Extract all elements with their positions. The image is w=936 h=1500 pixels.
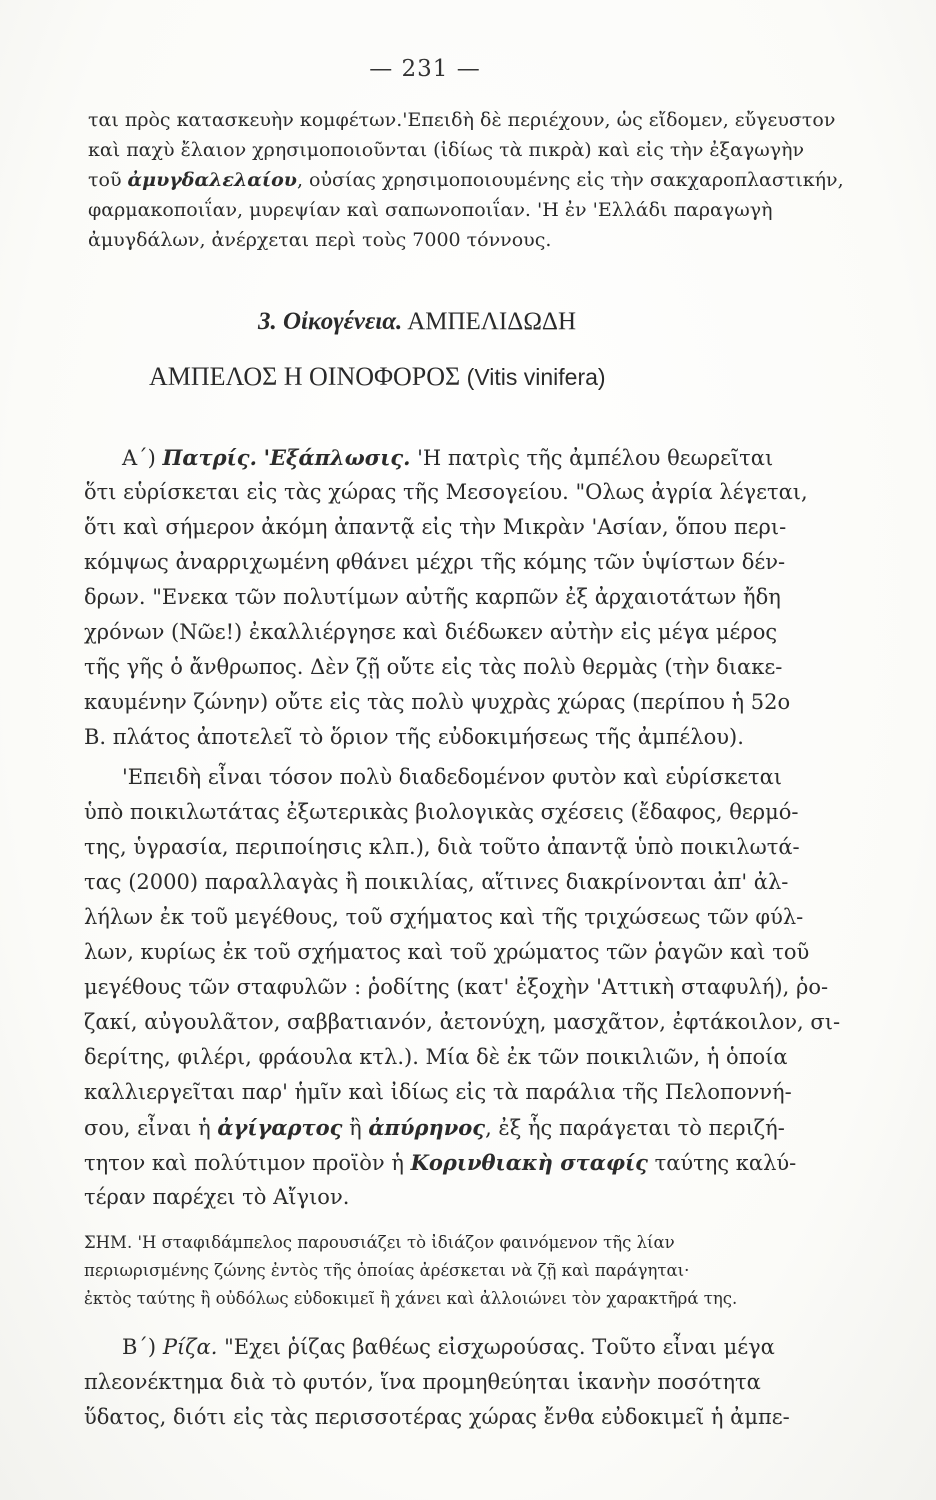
para2-line-10: καλλιεργεῖται παρ' ἡμῖν καὶ ἰδίως εἰς τὰ παράλια τῆς Πελοποννή- (84, 1080, 792, 1104)
para2-line-6: λων, κυρίως ἐκ τοῦ σχήματος καὶ τοῦ χρώματος τῶν ῥαγῶν καὶ τοῦ (84, 940, 810, 964)
note-line-2: περιωρισμένης ζώνης ἐντὸς τῆς ὁποίας ἀρέσκεται νὰ ζῇ καὶ παράγηται· (84, 1261, 690, 1280)
para2-line-12-c: ταύτης καλύ- (647, 1151, 797, 1175)
note-line-1: ΣΗΜ. 'Η σταφιδάμπελος παρουσιάζει τὸ ἰδιάζον φαινόμενον τῆς λίαν (84, 1233, 675, 1252)
para2-line-4: τας (2000) παραλλαγὰς ἢ ποικιλίας, αἵτινες διακρίνονται ἀπ' ἀλ- (84, 870, 789, 894)
section-a-title-2: 'Εξάπλωσις. (263, 445, 411, 470)
section-a-line-6: τῆς γῆς ὁ ἄνθρωπος. Δὲν ζῇ οὔτε εἰς τὰς πολὺ θερμὰς (τὴν διακε- (84, 655, 783, 679)
family-number: 3. (258, 308, 277, 335)
section-b-line-1: πλεονέκτημα διὰ τὸ φυτόν, ἵνα προμηθεύηται ἱκανὴν ποσότητα (84, 1370, 761, 1394)
section-a-first-text: 'Η πατρὶς τῆς ἀμπέλου θεωρεῖται (417, 446, 774, 470)
para2-line-9: δερίτης, φιλέρι, φράουλα κτλ.). Μία δὲ ἐκ τῶν ποικιλιῶν, ἡ ὁποία (84, 1045, 788, 1069)
section-a-line-1: ὅτι εὑρίσκεται εἰς τὰς χώρας τῆς Μεσογείου. "Ολως ἀγρία λέγεται, (84, 480, 808, 504)
section-b-first-text: "Εχει ῥίζας βαθέως εἰσχωρούσας. Τοῦτο εἶναι μέγα (224, 1335, 775, 1359)
section-a-line-4: δρων. "Ενεκα τῶν πολυτίμων αὐτῆς καρπῶν ἐξ ἀρχαιοτάτων ἤδη (84, 585, 781, 609)
para2-line-13: τέραν παρέχει τὸ Αἴγιον. (84, 1185, 350, 1209)
term-apyrenos: ἀπύρηνος (368, 1115, 486, 1140)
para2-line-11-e: , ἐξ ἧς παράγεται τὸ περιζή- (485, 1116, 785, 1140)
section-a-line-5: χρόνων (Νῶε!) ἐκαλλιέργησε καὶ διέδωκεν αὐτὴν εἰς μέγα μέρος (84, 620, 778, 644)
para2-line-8: ζακί, αὐγουλᾶτον, σαββατιανόν, ἀετονύχη, μασχᾶτον, ἐφτάκοιλον, σι- (84, 1010, 841, 1034)
term-korinthiaki-stafis: Κορινθιακὴ σταφίς (410, 1150, 648, 1175)
para2-line-2: ὑπὸ ποικιλωτάτας ἐξωτερικὰς βιολογικὰς σχέσεις (ἔδαφος, θερμό- (84, 800, 799, 824)
intro-line-2: καὶ παχὺ ἔλαιον χρησιμοποιοῦνται (ἰδίως τὰ πικρὰ) καὶ εἰς τὴν ἐξαγωγὴν (88, 139, 805, 161)
para2-line-11-a: σου, εἶναι ἡ (84, 1116, 218, 1140)
intro-line-1: ται πρὸς κατασκευὴν κομφέτων.'Επειδὴ δὲ περιέχουν, ὡς εἴδομεν, εὔγευστον (88, 109, 836, 131)
intro-line-3 (88, 171, 844, 190)
intro-line-4: φαρμακοποιΐαν, μυρεψίαν καὶ σαπωνοποιΐαν. 'Η ἐν 'Ελλάδι παραγωγὴ (88, 199, 773, 221)
section-b-heading-line (122, 1337, 775, 1358)
section-a-line-3: κόμψως ἀναρριχωμένη φθάνει μέχρι τῆς κόμης τῶν ὑψίστων δέν- (84, 550, 786, 574)
family-heading (258, 308, 576, 336)
family-name: ΑΜΠΕΛΙΔΩΔΗ (407, 308, 577, 335)
section-b-marker: Β΄) (122, 1335, 157, 1359)
section-a-marker: Α΄) (122, 446, 156, 470)
para2-line-11 (84, 1117, 785, 1139)
section-a-title-1: Πατρίς. (162, 445, 257, 470)
para2-line-12 (84, 1152, 796, 1174)
section-a-line-7: καυμένην ζώνην) οὔτε εἰς τὰς πολὺ ψυχρὰς χώρας (περίπου ἡ 52ο (84, 690, 791, 714)
page-number: — 231 — (369, 56, 481, 82)
intro-line-3-pre: τοῦ (88, 169, 128, 191)
section-b-line-2: ὕδατος, διότι εἰς τὰς περισσοτέρας χώρας ἔνθα εὐδοκιμεῖ ἡ ἀμπε- (84, 1405, 790, 1429)
para2-line-1: 'Επειδὴ εἶναι τόσον πολὺ διαδεδομένον φυτὸν καὶ εὑρίσκεται (122, 765, 782, 789)
intro-line-3-post: , οὐσίας χρησιμοποιουμένης εἰς τὴν σακχαροπλαστικήν, (296, 169, 844, 191)
para2-line-12-a: τητον καὶ πολύτιμον προϊὸν ἡ (84, 1151, 411, 1175)
intro-bold-term: ἀμυγδαλελαίου (127, 169, 297, 191)
intro-line-5: ἀμυγδάλων, ἀνέρχεται περὶ τοὺς 7000 τόννους. (88, 229, 552, 251)
para2-line-3: της, ὑγρασία, περιποίησις κλπ.), διὰ τοῦτο ἀπαντᾷ ὑπὸ ποικιλωτά- (84, 835, 800, 859)
note-line-3: ἐκτὸς ταύτης ἢ οὐδόλως εὐδοκιμεῖ ἢ χάνει καὶ ἀλλοιώνει τὸν χαρακτῆρά της. (84, 1289, 738, 1308)
section-b-title: Ρίζα. (162, 1335, 218, 1359)
term-agigartos: ἀγίγαρτος (217, 1115, 343, 1140)
section-a-line-2: ὅτι καὶ σήμερον ἀκόμη ἀπαντᾷ εἰς τὴν Μικρὰν 'Ασίαν, ὅπου περι- (84, 515, 787, 539)
species-latin-name: (Vitis vinifera) (466, 364, 606, 390)
family-label: Οἰκογένεια. (283, 308, 403, 335)
para2-line-7: μεγέθους τῶν σταφυλῶν : ῥοδίτης (κατ' ἐξοχὴν 'Αττικὴ σταφυλή), ῥο- (84, 975, 829, 999)
para2-line-11-c: ἢ (342, 1116, 369, 1140)
para2-line-5: λήλων ἐκ τοῦ μεγέθους, τοῦ σχήματος καὶ τῆς τριχώσεως τῶν φύλ- (84, 905, 804, 929)
species-heading (149, 362, 606, 392)
section-a-line-8: Β. πλάτος ἀποτελεῖ τὸ ὅριον τῆς εὐδοκιμήσεως τῆς ἀμπέλου). (84, 725, 744, 749)
species-greek-name: ΑΜΠΕΛΟΣ Η ΟΙΝΟΦΟΡΟΣ (149, 362, 461, 391)
section-a-heading-line (122, 447, 773, 469)
